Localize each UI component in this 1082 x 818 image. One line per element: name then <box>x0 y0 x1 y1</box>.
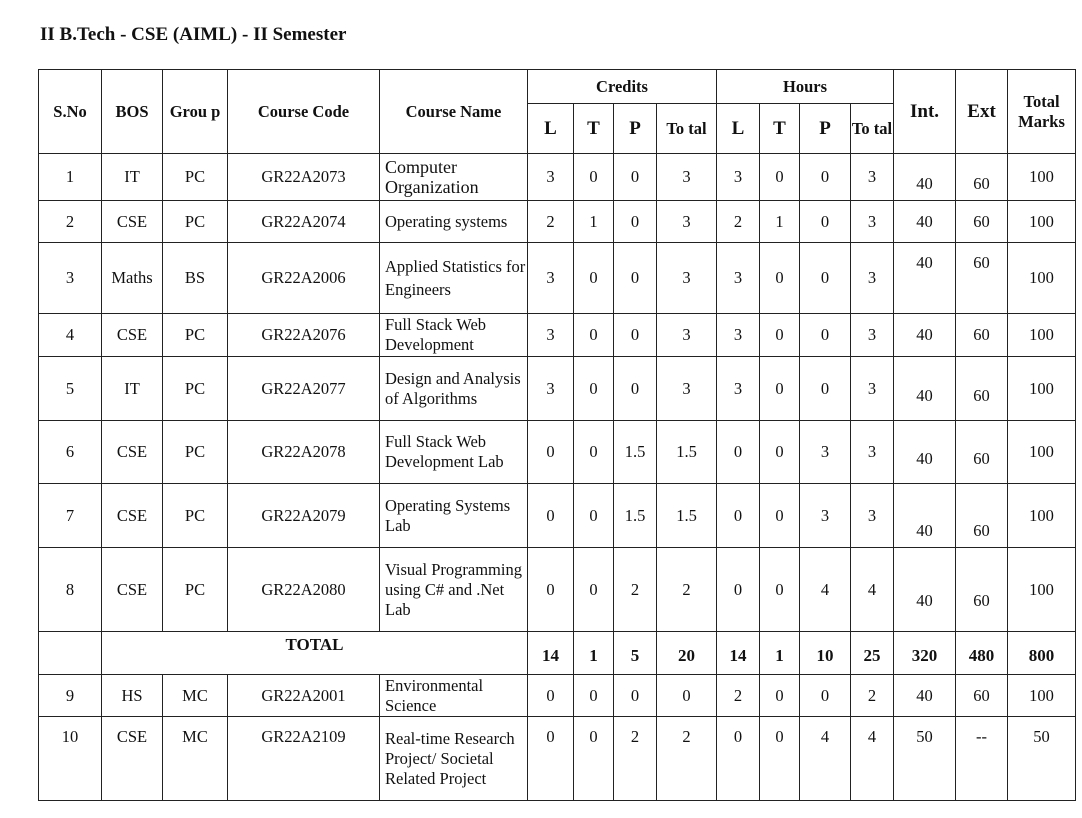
cell-group: PC <box>163 484 228 548</box>
cell-hours-p: 4 <box>800 548 851 632</box>
cell-hours-t: 0 <box>760 548 800 632</box>
cell-ext: 60 <box>956 357 1008 421</box>
cell-sno: 1 <box>39 154 102 201</box>
cell-int: 40 <box>894 675 956 717</box>
cell-ext: 60 <box>956 548 1008 632</box>
header-bos: BOS <box>102 70 163 154</box>
cell-sno: 8 <box>39 548 102 632</box>
cell-group: BS <box>163 243 228 314</box>
total-marks: 800 <box>1008 632 1076 675</box>
cell-hours-l: 3 <box>717 357 760 421</box>
cell-hours-l: 0 <box>717 421 760 484</box>
header-hours: Hours <box>717 70 894 104</box>
cell-group: PC <box>163 201 228 243</box>
cell-hours-t: 0 <box>760 314 800 357</box>
header-credits-p: P <box>614 104 657 154</box>
cell-total: 100 <box>1008 201 1076 243</box>
header-credits-total: To tal <box>657 104 717 154</box>
table-row <box>39 675 1076 717</box>
cell-group: PC <box>163 154 228 201</box>
cell-ext: 60 <box>956 154 1008 201</box>
header-hours-p: P <box>800 104 851 154</box>
cell-bos: HS <box>102 675 163 717</box>
cell-ext: 60 <box>956 243 1008 314</box>
cell-total: 100 <box>1008 314 1076 357</box>
cell-credits-t: 0 <box>574 484 614 548</box>
cell-hours-t: 0 <box>760 421 800 484</box>
cell-credits-t: 0 <box>574 548 614 632</box>
cell-blank <box>39 632 102 675</box>
header-group: Grou p <box>163 70 228 154</box>
cell-hours-p: 0 <box>800 675 851 717</box>
cell-credits-t: 0 <box>574 717 614 801</box>
total-credits-total: 20 <box>657 632 717 675</box>
cell-bos: CSE <box>102 421 163 484</box>
table-row <box>39 357 1076 421</box>
cell-hours-l: 2 <box>717 675 760 717</box>
table-row <box>39 243 1076 314</box>
cell-hours-t: 0 <box>760 357 800 421</box>
cell-name: Operating Systems Lab <box>380 484 528 548</box>
cell-code: GR22A2073 <box>228 154 380 201</box>
cell-credits-l: 3 <box>528 314 574 357</box>
cell-hours-t: 0 <box>760 484 800 548</box>
cell-group: PC <box>163 314 228 357</box>
cell-hours-t: 0 <box>760 675 800 717</box>
cell-group: PC <box>163 421 228 484</box>
cell-credits-p: 0 <box>614 357 657 421</box>
table-row <box>39 717 1076 801</box>
cell-int: 40 <box>894 243 956 314</box>
cell-name: Full Stack Web Development <box>380 314 528 357</box>
cell-hours-total: 3 <box>851 421 894 484</box>
table-row <box>39 314 1076 357</box>
cell-hours-l: 2 <box>717 201 760 243</box>
total-int: 320 <box>894 632 956 675</box>
cell-credits-p: 0 <box>614 314 657 357</box>
total-credits-t: 1 <box>574 632 614 675</box>
cell-hours-total: 3 <box>851 484 894 548</box>
cell-name: Real-time Research Project/ Societal Related Project <box>380 717 528 801</box>
cell-credits-total: 1.5 <box>657 484 717 548</box>
cell-hours-t: 1 <box>760 201 800 243</box>
cell-credits-l: 0 <box>528 484 574 548</box>
header-course-code: Course Code <box>228 70 380 154</box>
cell-hours-l: 3 <box>717 154 760 201</box>
cell-sno: 3 <box>39 243 102 314</box>
cell-ext: 60 <box>956 675 1008 717</box>
table-row <box>39 484 1076 548</box>
cell-code: GR22A2077 <box>228 357 380 421</box>
cell-hours-l: 3 <box>717 243 760 314</box>
cell-credits-total: 3 <box>657 357 717 421</box>
cell-int: 40 <box>894 314 956 357</box>
cell-sno: 6 <box>39 421 102 484</box>
cell-credits-l: 0 <box>528 717 574 801</box>
cell-hours-total: 4 <box>851 717 894 801</box>
cell-credits-t: 0 <box>574 357 614 421</box>
cell-credits-p: 0 <box>614 675 657 717</box>
cell-credits-l: 0 <box>528 675 574 717</box>
cell-int: 40 <box>894 421 956 484</box>
total-hours-p: 10 <box>800 632 851 675</box>
cell-hours-total: 3 <box>851 357 894 421</box>
cell-credits-total: 3 <box>657 154 717 201</box>
cell-bos: IT <box>102 357 163 421</box>
cell-hours-p: 0 <box>800 154 851 201</box>
course-table <box>38 69 1076 801</box>
header-ext: Ext <box>956 70 1008 154</box>
cell-name: Operating systems <box>380 201 528 243</box>
cell-hours-total: 3 <box>851 154 894 201</box>
header-credits-t: T <box>574 104 614 154</box>
header-row-1 <box>39 70 1076 104</box>
cell-credits-t: 1 <box>574 201 614 243</box>
cell-name: Applied Statistics for Engineers <box>380 243 528 314</box>
page-title: II B.Tech - CSE (AIML) - II Semester <box>40 24 347 45</box>
header-sno: S.No <box>39 70 102 154</box>
cell-hours-total: 3 <box>851 243 894 314</box>
cell-code: GR22A2079 <box>228 484 380 548</box>
cell-hours-l: 0 <box>717 484 760 548</box>
cell-group: PC <box>163 548 228 632</box>
cell-name: Visual Programming using C# and .Net Lab <box>380 548 528 632</box>
cell-ext: 60 <box>956 314 1008 357</box>
cell-hours-l: 0 <box>717 717 760 801</box>
cell-credits-l: 3 <box>528 154 574 201</box>
table-row <box>39 421 1076 484</box>
cell-code: GR22A2080 <box>228 548 380 632</box>
cell-hours-p: 0 <box>800 243 851 314</box>
cell-credits-t: 0 <box>574 314 614 357</box>
header-credits-l: L <box>528 104 574 154</box>
cell-credits-total: 3 <box>657 201 717 243</box>
cell-hours-total: 3 <box>851 201 894 243</box>
cell-credits-t: 0 <box>574 243 614 314</box>
total-hours-l: 14 <box>717 632 760 675</box>
header-int: Int. <box>894 70 956 154</box>
cell-ext: 60 <box>956 201 1008 243</box>
cell-total: 100 <box>1008 484 1076 548</box>
cell-credits-total: 3 <box>657 314 717 357</box>
cell-group: MC <box>163 675 228 717</box>
cell-hours-t: 0 <box>760 243 800 314</box>
cell-credits-t: 0 <box>574 421 614 484</box>
cell-int: 40 <box>894 484 956 548</box>
cell-sno: 10 <box>39 717 102 801</box>
cell-int: 50 <box>894 717 956 801</box>
cell-total: 100 <box>1008 548 1076 632</box>
cell-int: 40 <box>894 548 956 632</box>
cell-total: 100 <box>1008 357 1076 421</box>
cell-hours-l: 3 <box>717 314 760 357</box>
cell-total: 100 <box>1008 675 1076 717</box>
cell-ext: 60 <box>956 484 1008 548</box>
cell-credits-l: 0 <box>528 421 574 484</box>
cell-name: Computer Organization <box>380 154 528 201</box>
cell-hours-p: 3 <box>800 421 851 484</box>
cell-hours-total: 2 <box>851 675 894 717</box>
cell-credits-p: 2 <box>614 717 657 801</box>
cell-hours-t: 0 <box>760 154 800 201</box>
cell-int: 40 <box>894 201 956 243</box>
header-hours-total: To tal <box>851 104 894 154</box>
cell-credits-p: 0 <box>614 201 657 243</box>
total-credits-l: 14 <box>528 632 574 675</box>
cell-credits-p: 1.5 <box>614 484 657 548</box>
cell-hours-p: 0 <box>800 357 851 421</box>
cell-total: 100 <box>1008 243 1076 314</box>
total-ext: 480 <box>956 632 1008 675</box>
cell-credits-l: 3 <box>528 243 574 314</box>
cell-credits-l: 2 <box>528 201 574 243</box>
cell-bos: Maths <box>102 243 163 314</box>
header-course-name: Course Name <box>380 70 528 154</box>
cell-credits-total: 2 <box>657 548 717 632</box>
cell-ext: 60 <box>956 421 1008 484</box>
total-credits-p: 5 <box>614 632 657 675</box>
cell-sno: 2 <box>39 201 102 243</box>
cell-name: Design and Analysis of Algorithms <box>380 357 528 421</box>
total-hours-total: 25 <box>851 632 894 675</box>
header-credits: Credits <box>528 70 717 104</box>
cell-code: GR22A2006 <box>228 243 380 314</box>
cell-hours-t: 0 <box>760 717 800 801</box>
header-hours-t: T <box>760 104 800 154</box>
cell-bos: CSE <box>102 717 163 801</box>
cell-total: 50 <box>1008 717 1076 801</box>
cell-credits-t: 0 <box>574 675 614 717</box>
cell-bos: IT <box>102 154 163 201</box>
cell-credits-l: 0 <box>528 548 574 632</box>
cell-credits-p: 1.5 <box>614 421 657 484</box>
cell-credits-t: 0 <box>574 154 614 201</box>
header-total-marks: Total Marks <box>1008 70 1076 154</box>
cell-group: MC <box>163 717 228 801</box>
cell-code: GR22A2109 <box>228 717 380 801</box>
cell-code: GR22A2078 <box>228 421 380 484</box>
cell-code: GR22A2076 <box>228 314 380 357</box>
cell-code: GR22A2074 <box>228 201 380 243</box>
cell-hours-total: 3 <box>851 314 894 357</box>
cell-total: 100 <box>1008 421 1076 484</box>
cell-sno: 4 <box>39 314 102 357</box>
table-row <box>39 548 1076 632</box>
total-hours-t: 1 <box>760 632 800 675</box>
cell-credits-total: 2 <box>657 717 717 801</box>
cell-group: PC <box>163 357 228 421</box>
cell-total: 100 <box>1008 154 1076 201</box>
cell-ext: -- <box>956 717 1008 801</box>
total-row <box>39 632 1076 675</box>
cell-credits-total: 1.5 <box>657 421 717 484</box>
cell-credits-p: 2 <box>614 548 657 632</box>
cell-int: 40 <box>894 357 956 421</box>
cell-hours-p: 0 <box>800 314 851 357</box>
table-row <box>39 154 1076 201</box>
cell-bos: CSE <box>102 548 163 632</box>
table-row <box>39 201 1076 243</box>
cell-bos: CSE <box>102 484 163 548</box>
cell-int: 40 <box>894 154 956 201</box>
cell-name: Environmental Science <box>380 675 528 717</box>
cell-sno: 9 <box>39 675 102 717</box>
cell-hours-p: 3 <box>800 484 851 548</box>
total-label: TOTAL <box>102 632 528 675</box>
header-hours-l: L <box>717 104 760 154</box>
cell-credits-p: 0 <box>614 243 657 314</box>
cell-code: GR22A2001 <box>228 675 380 717</box>
cell-credits-total: 0 <box>657 675 717 717</box>
cell-sno: 7 <box>39 484 102 548</box>
cell-credits-total: 3 <box>657 243 717 314</box>
cell-name: Full Stack Web Development Lab <box>380 421 528 484</box>
cell-hours-l: 0 <box>717 548 760 632</box>
cell-credits-p: 0 <box>614 154 657 201</box>
cell-sno: 5 <box>39 357 102 421</box>
cell-hours-p: 0 <box>800 201 851 243</box>
cell-hours-p: 4 <box>800 717 851 801</box>
cell-bos: CSE <box>102 314 163 357</box>
cell-hours-total: 4 <box>851 548 894 632</box>
cell-bos: CSE <box>102 201 163 243</box>
cell-credits-l: 3 <box>528 357 574 421</box>
